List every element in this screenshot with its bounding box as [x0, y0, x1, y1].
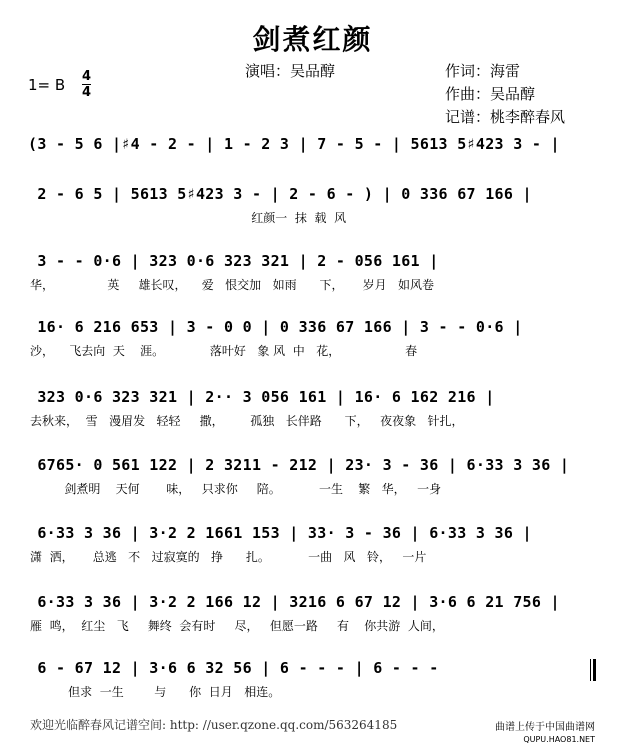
notation-line: 16· 6 216 653 | 3 - 0 0 | 0 336 67 166 | 3 - - 0·6 | — [28, 318, 523, 336]
notation-line: 6·33 3 36 | 3·2 2 1661 153 | 33· 3 - 36 | 6·33 3 36 | — [28, 524, 532, 542]
score-row-4 — [0, 318, 625, 372]
lyric-line: 去秋来， 雪 漫眉发 轻轻 撒， 孤独 长伴路 下， 夜夜象 针扎， — [30, 414, 464, 428]
song-title: 剑煮红颜 — [252, 23, 373, 56]
notation-line: 6765· 0 561 122 | 2 3211 - 212 | 23· 3 - 36 | 6·33 3 36 | — [28, 456, 570, 474]
lyric-line: 雁 鸣， 红尘 飞 舞终 会有时 尽， 但愿一路 有 你共游 人间， — [30, 619, 444, 633]
footer-link-text: 欢迎光临醉春风记谱空间: http: //user.qzone.qq.com/563264185 — [30, 718, 398, 732]
lyric-line: 但求 一生 与 你 日月 相连。 — [30, 685, 281, 699]
notation-line: 6 - 67 12 | 3·6 6 32 56 | 6 - - - | 6 - - - — [28, 659, 448, 677]
lyricist-credit: 作词：海雷 — [445, 62, 521, 80]
score-row-8 — [0, 593, 625, 647]
notation-line: 2 - 6 5 | 5613 5♯423 3 - | 2 - 6 - ) | 0 336 67 166 | — [28, 185, 532, 203]
score-row-5 — [0, 388, 625, 442]
lyric-line: 潇 洒， 总逃 不 过寂寞的 挣 扎。 一曲 风 铃， 一片 — [30, 550, 427, 564]
notation-line: 3 - - 0·6 | 323 0·6 323 321 | 2 - 056 161 | — [28, 252, 439, 270]
notation-line: 6·33 3 36 | 3·2 2 166 12 | 3216 6 67 12 | 3·6 6 21 756 | — [28, 593, 560, 611]
watermark-line-2: QUPU.HAO81.NET — [523, 735, 595, 744]
score-row-3 — [0, 252, 625, 306]
singer-credit: 演唱：吴品醇 — [245, 62, 336, 80]
key-signature: 1= B — [28, 76, 66, 94]
time-signature — [82, 70, 91, 99]
lyric-line: 红颜一 抹 载 风 — [30, 211, 347, 225]
lyric-line: 沙， 飞去向 天 涯。 落叶好 象 风 中 花， 春 — [30, 344, 418, 358]
composer-credit: 作曲：吴品醇 — [445, 85, 536, 103]
notation-line: (3 - 5 6 |♯4 - 2 - | 1 - 2 3 | 7 - 5 - | 5613 5♯423 3 - | — [28, 135, 560, 153]
transcriber-credit: 记谱：桃李醉春风 — [445, 108, 566, 126]
time-signature-top: 4 — [82, 69, 92, 84]
score-row-2 — [0, 185, 625, 239]
site-watermark — [495, 722, 595, 746]
score-row-1 — [0, 135, 625, 189]
final-barline — [590, 659, 596, 681]
score-row-7 — [0, 524, 625, 578]
watermark-line-1: 曲谱上传于中国曲谱网 — [495, 722, 595, 733]
lyric-line: 剑煮明 天何 味， 只求你 陪。 一生 繁 华， 一身 — [30, 482, 442, 496]
score-row-6 — [0, 456, 625, 510]
score-row-9 — [0, 659, 625, 713]
notation-line: 323 0·6 323 321 | 2·· 3 056 161 | 16· 6 162 216 | — [28, 388, 495, 406]
lyric-line: 华， 英 雄长叹， 爱 恨交加 如雨 下， 岁月 如风卷 — [30, 278, 435, 292]
time-signature-bottom: 4 — [82, 85, 92, 100]
